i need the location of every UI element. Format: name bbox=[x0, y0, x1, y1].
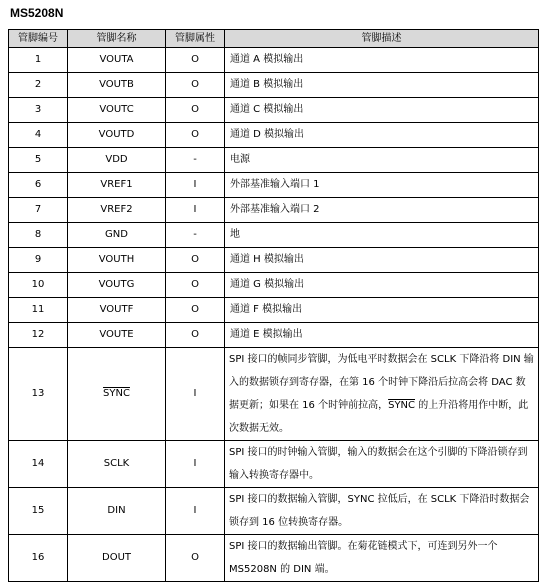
pin-description: SPI 接口的数据输出管脚。在菊花链模式下，可连到另外一个 MS5208N 的 DIN 端。 bbox=[225, 535, 539, 582]
pin-description: 通道 H 模拟输出 bbox=[225, 248, 539, 273]
table-row bbox=[9, 98, 539, 123]
pin-attribute: I bbox=[166, 441, 225, 488]
pin-number: 16 bbox=[9, 535, 68, 582]
pin-name: VREF2 bbox=[68, 198, 166, 223]
pin-attribute: O bbox=[166, 73, 225, 98]
pin-description: 外部基准输入端口 2 bbox=[225, 198, 539, 223]
table-row-din bbox=[9, 488, 539, 535]
table-row bbox=[9, 248, 539, 273]
pin-name: VOUTD bbox=[68, 123, 166, 148]
pin-attribute: O bbox=[166, 123, 225, 148]
pin-name: VOUTC bbox=[68, 98, 166, 123]
pin-number: 14 bbox=[9, 441, 68, 488]
pin-number: 13 bbox=[9, 348, 68, 441]
table-row bbox=[9, 73, 539, 98]
pin-name bbox=[68, 348, 166, 441]
pin-description: 通道 B 模拟输出 bbox=[225, 73, 539, 98]
pin-attribute: - bbox=[166, 223, 225, 248]
pin-number: 10 bbox=[9, 273, 68, 298]
pin-name: VOUTA bbox=[68, 48, 166, 73]
table-row bbox=[9, 173, 539, 198]
pin-description: 通道 D 模拟输出 bbox=[225, 123, 539, 148]
table-row bbox=[9, 148, 539, 173]
pin-table bbox=[8, 29, 539, 582]
pin-attribute: I bbox=[166, 198, 225, 223]
pin-attribute: O bbox=[166, 323, 225, 348]
table-row bbox=[9, 223, 539, 248]
pin-name: VOUTF bbox=[68, 298, 166, 323]
pin-description: SPI 接口的数据输入管脚，SYNC 拉低后，在 SCLK 下降沿时数据会锁存到 16 位转换寄存器。 bbox=[225, 488, 539, 535]
pin-description: 通道 G 模拟输出 bbox=[225, 273, 539, 298]
header-pin-attribute: 管脚属性 bbox=[166, 30, 225, 48]
pin-name: VDD bbox=[68, 148, 166, 173]
table-row-dout bbox=[9, 535, 539, 582]
pin-attribute: O bbox=[166, 48, 225, 73]
pin-number: 8 bbox=[9, 223, 68, 248]
pin-number: 9 bbox=[9, 248, 68, 273]
pin-attribute: I bbox=[166, 173, 225, 198]
pin-attribute: O bbox=[166, 298, 225, 323]
pin-description: 通道 C 模拟输出 bbox=[225, 98, 539, 123]
pin-number: 4 bbox=[9, 123, 68, 148]
sync-overline-label: SYNC bbox=[103, 388, 130, 399]
pin-name: VREF1 bbox=[68, 173, 166, 198]
pin-description: 通道 F 模拟输出 bbox=[225, 298, 539, 323]
pin-description: 通道 A 模拟输出 bbox=[225, 48, 539, 73]
pin-name: GND bbox=[68, 223, 166, 248]
header-row bbox=[9, 30, 539, 48]
pin-description: 电源 bbox=[225, 148, 539, 173]
pin-name: VOUTB bbox=[68, 73, 166, 98]
sync-desc-post: 的上升沿将用作中断，此次数据无效。 bbox=[229, 400, 529, 434]
pin-attribute: O bbox=[166, 248, 225, 273]
pin-attribute: O bbox=[166, 273, 225, 298]
table-row bbox=[9, 48, 539, 73]
pin-description: SPI 接口的时钟输入管脚，输入的数据会在这个引脚的下降沿锁存到输入转换寄存器中。 bbox=[225, 441, 539, 488]
pin-description: 外部基准输入端口 1 bbox=[225, 173, 539, 198]
pin-description: 通道 E 模拟输出 bbox=[225, 323, 539, 348]
pin-number: 11 bbox=[9, 298, 68, 323]
pin-number: 2 bbox=[9, 73, 68, 98]
pin-description: 地 bbox=[225, 223, 539, 248]
header-pin-name: 管脚名称 bbox=[68, 30, 166, 48]
pin-name: DIN bbox=[68, 488, 166, 535]
pin-name: VOUTE bbox=[68, 323, 166, 348]
pin-name: SCLK bbox=[68, 441, 166, 488]
pin-attribute: - bbox=[166, 148, 225, 173]
pin-attribute: I bbox=[166, 348, 225, 441]
pin-number: 1 bbox=[9, 48, 68, 73]
table-row-sclk bbox=[9, 441, 539, 488]
table-row bbox=[9, 298, 539, 323]
document-title: MS5208N bbox=[10, 6, 64, 20]
pin-number: 15 bbox=[9, 488, 68, 535]
pin-attribute: I bbox=[166, 488, 225, 535]
pin-description bbox=[225, 348, 539, 441]
pin-number: 7 bbox=[9, 198, 68, 223]
header-pin-number: 管脚编号 bbox=[9, 30, 68, 48]
table-row bbox=[9, 273, 539, 298]
pin-name: VOUTG bbox=[68, 273, 166, 298]
sync-desc-pre: SPI 接口的帧同步管脚，为低电平时数据会在 SCLK 下降沿将 DIN 输入的数据锁存到寄存器，在第 16 个时钟下降沿后拉高会将 DAC 数据更新；如果在 16 个时钟前拉高， bbox=[229, 354, 534, 411]
pin-number: 3 bbox=[9, 98, 68, 123]
pin-number: 6 bbox=[9, 173, 68, 198]
table-row bbox=[9, 123, 539, 148]
pin-name: VOUTH bbox=[68, 248, 166, 273]
pin-number: 12 bbox=[9, 323, 68, 348]
pin-name: DOUT bbox=[68, 535, 166, 582]
pin-number: 5 bbox=[9, 148, 68, 173]
sync-desc-overline: SYNC bbox=[388, 400, 416, 411]
table-row bbox=[9, 198, 539, 223]
table-row-sync bbox=[9, 348, 539, 441]
pin-attribute: O bbox=[166, 98, 225, 123]
header-pin-description: 管脚描述 bbox=[225, 30, 539, 48]
pin-attribute: O bbox=[166, 535, 225, 582]
table-row bbox=[9, 323, 539, 348]
